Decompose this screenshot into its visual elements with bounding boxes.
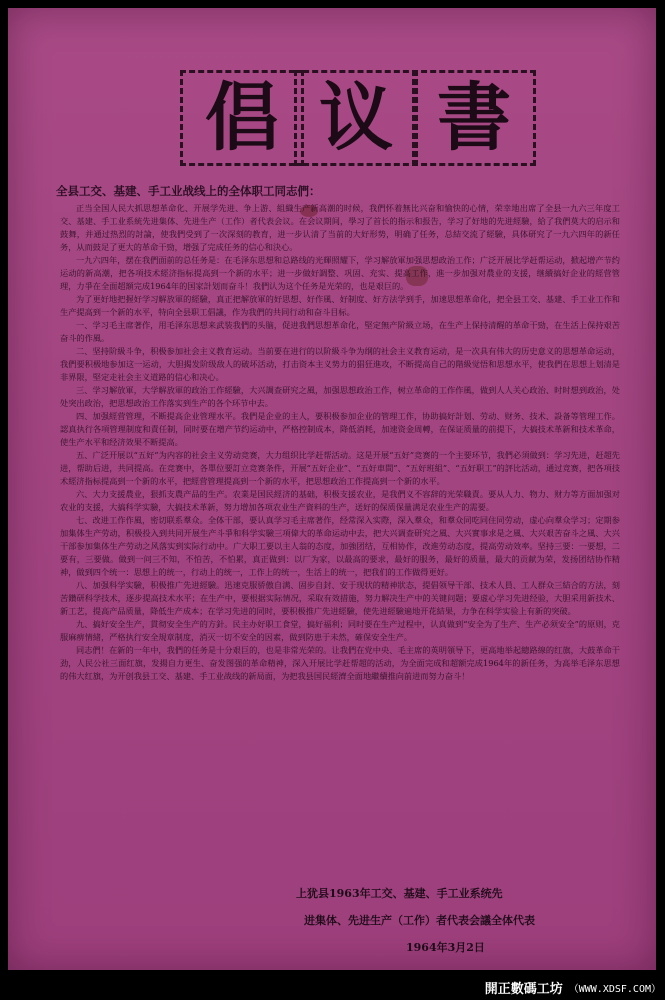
body-paragraph: 八、加强科学实驗，积极推广先进經驗。迅速克服骄傲自满、固步自封、安于现状的精神狀态，提倡领导干部、技术人員、工人群众三結合的方法，刻苦鑽研科学技术，逐步提高技术水平；在生产中，要根据实际情况，采取有效措施，努力解决生产中的关键问题；要虚心学习先进经验，大胆采用新技术、新工艺，提高产品质量，降低生产成本；在学习先进的同时，要积极推广先进經驗，使先进經驗遍地开花結果，力争在科学实验上有新的突破。 xyxy=(60,580,620,616)
title-char-box xyxy=(412,70,536,166)
signature-line: 上犹县1963年工交、基建、手工业系统先 xyxy=(296,887,503,900)
body-paragraph: 九、搞好安全生产，貫彻安全生产的方針。民主办好职工食堂，搞好福利；同时要在生产过程中，认真做到“安全为了生产、生产必须安全”的原则，克服麻痹情緒，严格执行安全規章制度，消灭一切不安全的因素，做到防患于未然，確保安全生产。 xyxy=(60,619,620,642)
body-paragraph: 二、坚持阶級斗争，积极参加社会主义教育运动。当前要在进行的以阶級斗争为纲的社会主义教育运动，是一次具有伟大的历史意义的思想革命运动，我們要积极地参加这一运动，大胆揭发阶级敌人的破坏活动，打击资本主义势力的猖狂進攻，不断提高自己的階級觉悟和思想水平，使我們在思想上划清是非界限，堅定走社会主义道路的信心和决心。 xyxy=(60,346,620,382)
body-paragraph: 为了更好地把握好学习解放軍的經驗，真正把解放軍的好思想、好作風、好制度、好方法学到手，加速思想革命化，把全县工交、基建、手工业工作和生产提高到一个新的水平，特向全县职工倡議，作为我們的共同行动和奋斗目标。 xyxy=(60,294,620,317)
body-paragraph: 一九六四年，摆在我們面前的总任务是：在毛泽东思想和总路线的光輝照耀下，学习解放軍加强思想政治工作；广泛开展比学赶帮运动，掀起增产节约运动的新高潮，把各項技术經济指标提高到一个新的水平；进一步做好調整、巩固、充实、提高工作，進一步加强对農业的支援，继續搞好企业的經营管理，力爭在全面超額完成1964年的国家計划而奋斗！我們认为这个任务是光荣的，也是艰巨的。 xyxy=(60,255,620,291)
body-paragraph: 六、大力支援農业，狠抓支農产品的生产。农業是国民經济的基础，积极支援农业，是我們义不容辞的光荣職責。要从人力、物力、财力等方面加强对农业的支援，大搞科学实驗，大搞技术革新，努力增加各项农业生产資料的生产，送好的保质保量满足农业生产的需要。 xyxy=(60,489,620,512)
proposal-body xyxy=(60,202,620,862)
signature-line: 进集体、先进生产（工作）者代表会議全体代表 xyxy=(304,914,535,927)
title-char: 倡 xyxy=(205,75,279,161)
body-paragraph: 一、学习毛主席著作，用毛泽东思想来武装我們的头脑，促进我們思想革命化，堅定無产阶級立场，在生产上保持清醒的革命干勁，在生活上保持艰苦奋斗的作風。 xyxy=(60,320,620,343)
body-paragraph: 三、学习解放軍，大学解放軍的政治工作經驗，大兴調查研究之風，加强思想政治工作，树立革命的工作作風，做到人人关心政治、时时想到政治，处处突出政治，把思想政治工作落实到生产的各个环节中去。 xyxy=(60,385,620,408)
body-paragraph: 四、加强經营管理，不断提高企业管理水平。我們是企业的主人，要积极参加企业的管理工作，协助搞好計划、劳动、财务、技术、設备等管理工作。認真执行各項管理制度和責任制，同时要在增产节约运动中，严格控制成本，降低消耗，加速资金周轉，在保证质量的前提下，大搞技术革新和技术革命，使生产水平和经济效果不断提高。 xyxy=(60,411,620,447)
body-paragraph: 正当全国人民大抓思想革命化、开展学先进、争上游、組織生产新高潮的时候，我們怀着無比兴奋和愉快的心情，荣幸地出席了全县一九六三年度工交、基建、手工业系統先进集体、先进生产（工作）者代表会议。在会议期间，學习了首长的指示和报告，学习了好地的先进經驗，給了我們莫大的启示和鼓舞，并通过热烈的討論，使我們受到了一次深刻的教育，进一步认清了当前的大好形势，明确了任务，总結交流了經驗，具体研究了一九六四年的新任务，从而鼓足了更大的革命干勁，增强了完成任务的信心和決心。 xyxy=(60,203,620,252)
body-paragraph: 七、改进工作作風，密切联系羣众。全体干部，要认真学习毛主席著作，经常深入实際，深入羣众，和羣众同吃同住同劳动，虚心向羣众学习；定期参加集体生产劳动，积极投入到共同开展生产斗爭和科学实驗三項偉大的革命运动中去，把大兴调查研究之風、大兴實事求是之風、大兴艰苦奋斗之風、大兴干部参加集体生产劳动之风落实到实际行动中。广大职工要以主人翁的态度，加強团结，互相协作，改進劳动态度，提高劳动效率。坚持三要：一要想，二要有，三要做。做到一问三不知，不怕苦，不怕累，真正做到：以厂为家，以最高的要求，最好的服务，最好的质量，最大的贡献为荣，发扬团结协作精神，做到四个统一：思想上的统一，行动上的统一，工作上的统一，生活上的统一，把我们的工作做得更好。 xyxy=(60,515,620,577)
title-char-box xyxy=(294,70,418,166)
title-char: 议 xyxy=(319,75,393,161)
body-paragraph: 同志們！在新的一年中，我們的任务是十分艰巨的，也是非常光荣的。让我們在党中央、毛主席的英明領导下，更高地举起總路線的红旗，大鼓革命干劲，人民公社三面红旗，发揚自力更生、奋发图强的革命精神，深入开展比学赶帮超的活动，为全面完成和超额完成1964年的新任务，为高举毛泽东思想的伟大红旗，为开创我县工交、基建、手工业战线的新局面，为把我县国民經濟全面地繼續推向前进而努力奋斗！ xyxy=(60,645,620,681)
salutation: 全县工交、基建、手工业战线上的全体职工同志們： xyxy=(56,184,321,198)
watermark-url: （WWW.XDSF.COM） xyxy=(568,983,661,995)
body-paragraph: 五、广泛开展以“五好”为内容的社会主义劳动竞赛，大力组织比学赶帮活动。这是开展“五好”竞赛的一个主要环节，我們必須做到：学习先进，赶超先进，帮助后进，共同提高。在竞赛中，各單位要訂立竞赛条件，开展“五好企业”、“五好車間”、“五好班組”、“五好职工”的評比活动，通过竞赛，把各項技术經济指标提高到一个新的水平，把經营管理提高到一个新的水平，把思想政治工作提高到一个新的水平。 xyxy=(60,450,620,486)
proposal-poster xyxy=(8,8,656,970)
watermark xyxy=(485,978,661,996)
signature-block xyxy=(296,880,616,961)
watermark-logo: 開正數碼工坊 xyxy=(484,981,563,997)
title-char-box xyxy=(180,70,304,166)
title-char: 書 xyxy=(437,75,511,161)
signature-date: 1964年3月2日 xyxy=(406,941,485,954)
